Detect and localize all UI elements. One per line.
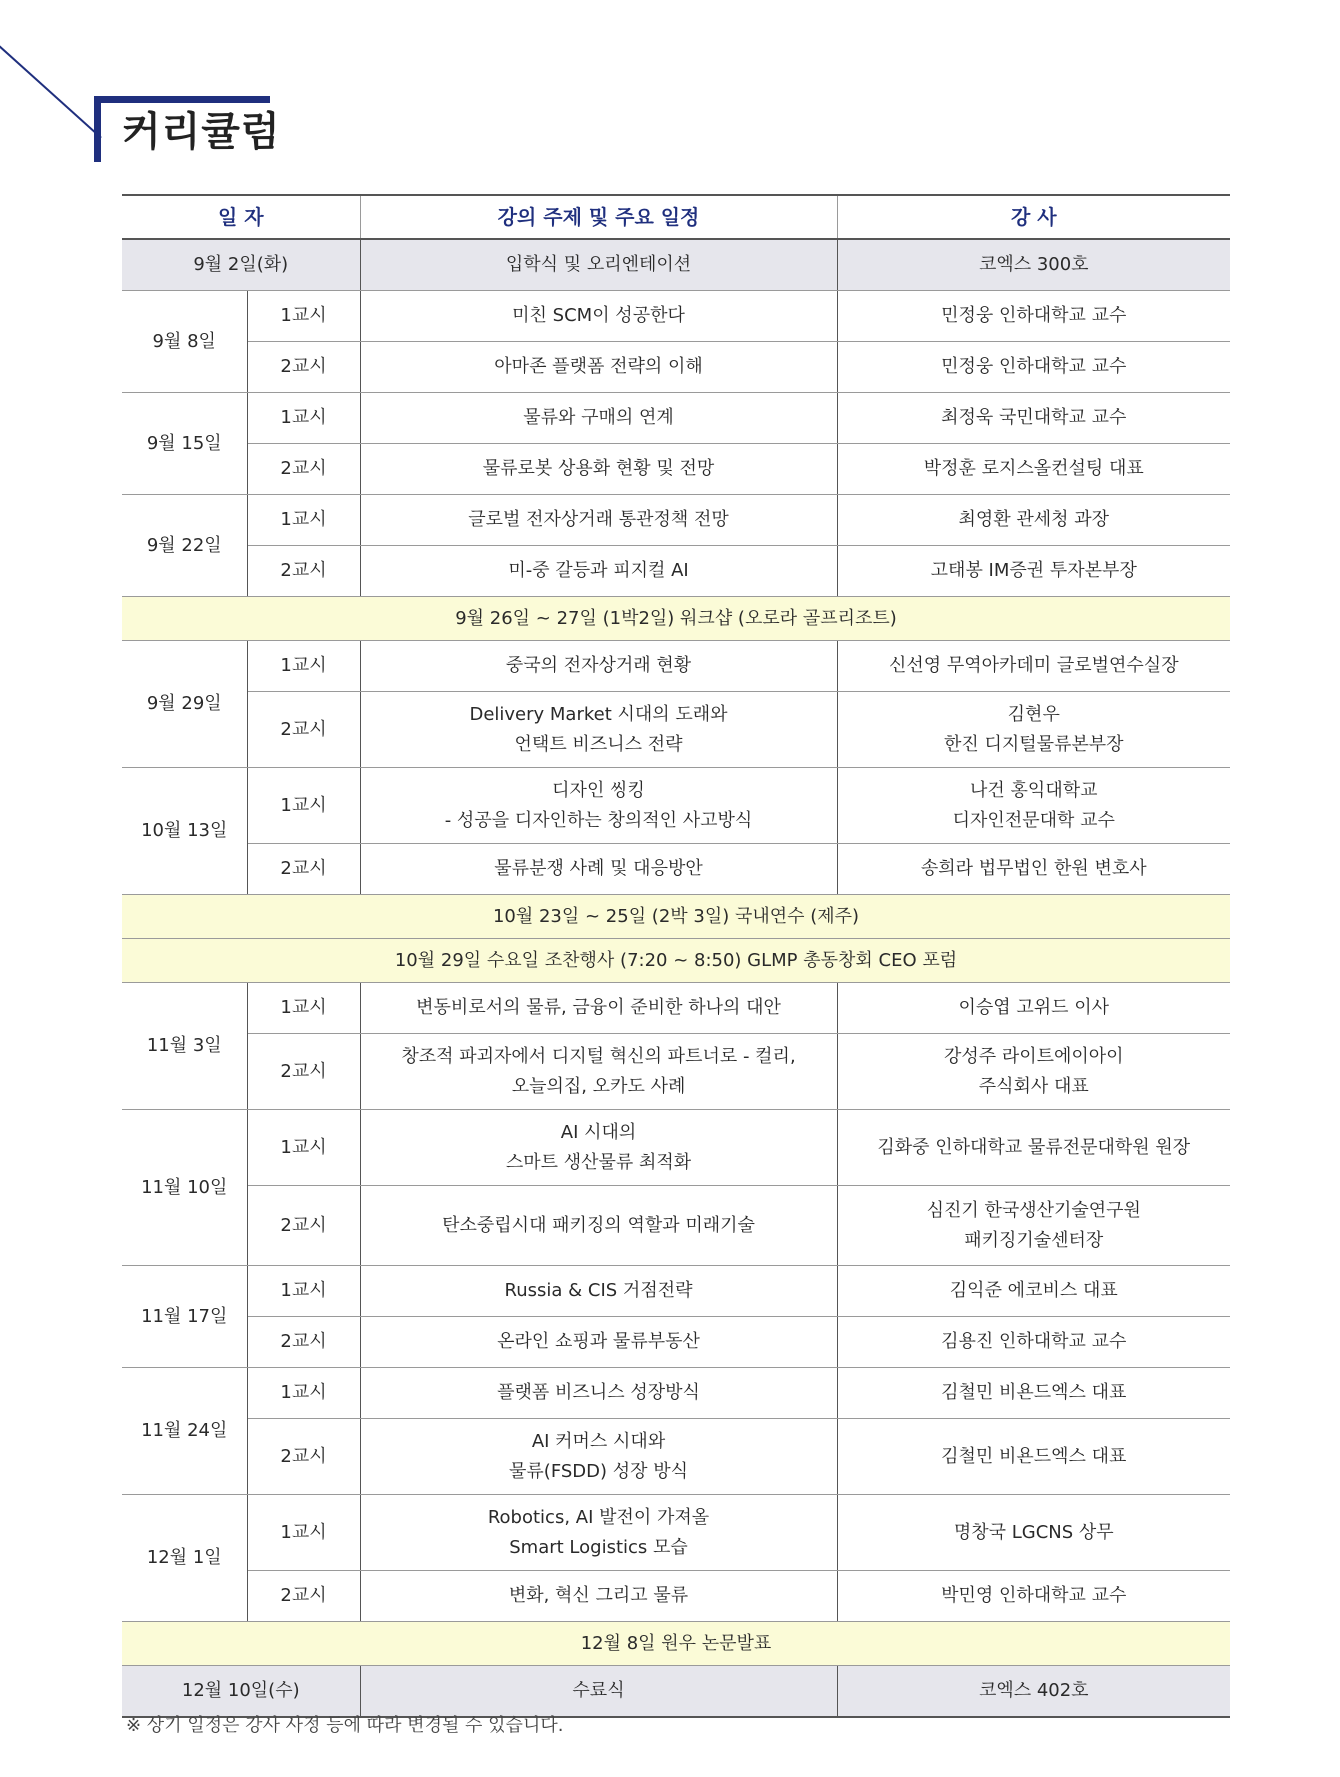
table-row bbox=[122, 768, 1230, 844]
lecturer-name: 김철민 비욘드엑스 대표 bbox=[837, 1368, 1230, 1419]
table-row bbox=[122, 844, 1230, 895]
event-row-domestic-training bbox=[122, 895, 1230, 939]
lecturer-name: 민정웅 인하대학교 교수 bbox=[837, 342, 1230, 393]
table-row bbox=[122, 641, 1230, 692]
event-text: 10월 23일 ~ 25일 (2박 3일) 국내연수 (제주) bbox=[122, 895, 1230, 939]
table-row bbox=[122, 495, 1230, 546]
period-label: 1교시 bbox=[247, 1266, 360, 1317]
period-label: 1교시 bbox=[247, 768, 360, 844]
lecturer-name: 신선영 무역아카데미 글로벌연수실장 bbox=[837, 641, 1230, 692]
period-label: 1교시 bbox=[247, 1368, 360, 1419]
table-row bbox=[122, 1419, 1230, 1495]
page-title: 커리큘럼 bbox=[122, 109, 281, 155]
period-label: 2교시 bbox=[247, 692, 360, 768]
table-row bbox=[122, 393, 1230, 444]
closing-date: 12월 10일(수) bbox=[122, 1666, 360, 1718]
lecturer-name: 송희라 법무법인 한원 변호사 bbox=[837, 844, 1230, 895]
lecturer-name: 고태봉 IM증권 투자본부장 bbox=[837, 546, 1230, 597]
header-date: 일 자 bbox=[122, 195, 360, 239]
lecture-topic: 미-중 갈등과 피지컬 AI bbox=[360, 546, 837, 597]
period-label: 2교시 bbox=[247, 844, 360, 895]
event-row-thesis bbox=[122, 1622, 1230, 1666]
period-label: 1교시 bbox=[247, 291, 360, 342]
period-label: 2교시 bbox=[247, 1419, 360, 1495]
table-row bbox=[122, 1571, 1230, 1622]
lecturer-name: 김화중 인하대학교 물류전문대학원 원장 bbox=[837, 1110, 1230, 1186]
period-label: 2교시 bbox=[247, 1186, 360, 1266]
lecturer-name: 민정웅 인하대학교 교수 bbox=[837, 291, 1230, 342]
table-row bbox=[122, 1266, 1230, 1317]
lecturer-name: 김현우 한진 디지털물류본부장 bbox=[837, 692, 1230, 768]
table-row bbox=[122, 692, 1230, 768]
event-text: 9월 26일 ~ 27일 (1박2일) 워크샵 (오로라 골프리조트) bbox=[122, 597, 1230, 641]
lecture-topic: 창조적 파괴자에서 디지털 혁신의 파트너로 - 컬리, 오늘의집, 오카도 사례 bbox=[360, 1034, 837, 1110]
event-row-ceo-forum bbox=[122, 939, 1230, 983]
lecture-topic: AI 커머스 시대와 물류(FSDD) 성장 방식 bbox=[360, 1419, 837, 1495]
lecturer-name: 최영환 관세청 과장 bbox=[837, 495, 1230, 546]
table-row bbox=[122, 1495, 1230, 1571]
curriculum-table bbox=[122, 194, 1230, 1718]
decorative-diagonal-line bbox=[0, 40, 102, 139]
lecturer-name: 김용진 인하대학교 교수 bbox=[837, 1317, 1230, 1368]
period-label: 2교시 bbox=[247, 444, 360, 495]
session-date: 11월 10일 bbox=[122, 1110, 247, 1266]
lecturer-name: 최정욱 국민대학교 교수 bbox=[837, 393, 1230, 444]
period-label: 2교시 bbox=[247, 1034, 360, 1110]
table-row bbox=[122, 1186, 1230, 1266]
lecturer-name: 김철민 비욘드엑스 대표 bbox=[837, 1419, 1230, 1495]
lecturer-name: 강성주 라이트에이아이 주식회사 대표 bbox=[837, 1034, 1230, 1110]
session-date: 11월 24일 bbox=[122, 1368, 247, 1495]
session-date: 9월 8일 bbox=[122, 291, 247, 393]
table-row bbox=[122, 1110, 1230, 1186]
lecture-topic: 디자인 씽킹 - 성공을 디자인하는 창의적인 사고방식 bbox=[360, 768, 837, 844]
period-label: 2교시 bbox=[247, 1317, 360, 1368]
lecture-topic: 온라인 쇼핑과 물류부동산 bbox=[360, 1317, 837, 1368]
session-date: 9월 29일 bbox=[122, 641, 247, 768]
opening-date: 9월 2일(화) bbox=[122, 239, 360, 291]
period-label: 1교시 bbox=[247, 641, 360, 692]
period-label: 1교시 bbox=[247, 983, 360, 1034]
lecture-topic: 탄소중립시대 패키징의 역할과 미래기술 bbox=[360, 1186, 837, 1266]
header-lecturer: 강 사 bbox=[837, 195, 1230, 239]
table-row bbox=[122, 546, 1230, 597]
lecture-topic: 미친 SCM이 성공한다 bbox=[360, 291, 837, 342]
lecture-topic: Russia & CIS 거점전략 bbox=[360, 1266, 837, 1317]
period-label: 1교시 bbox=[247, 1495, 360, 1571]
header-topic: 강의 주제 및 주요 일정 bbox=[360, 195, 837, 239]
lecture-topic: 글로벌 전자상거래 통관정책 전망 bbox=[360, 495, 837, 546]
session-date: 9월 22일 bbox=[122, 495, 247, 597]
session-date: 11월 3일 bbox=[122, 983, 247, 1110]
lecturer-name: 박정훈 로지스올컨설팅 대표 bbox=[837, 444, 1230, 495]
period-label: 2교시 bbox=[247, 342, 360, 393]
lecturer-name: 심진기 한국생산기술연구원 패키징기술센터장 bbox=[837, 1186, 1230, 1266]
opening-topic: 입학식 및 오리엔테이션 bbox=[360, 239, 837, 291]
opening-location: 코엑스 300호 bbox=[837, 239, 1230, 291]
table-row bbox=[122, 1317, 1230, 1368]
table-row bbox=[122, 444, 1230, 495]
lecture-topic: 변동비로서의 물류, 금융이 준비한 하나의 대안 bbox=[360, 983, 837, 1034]
lecture-topic: Delivery Market 시대의 도래와 언택트 비즈니스 전략 bbox=[360, 692, 837, 768]
closing-topic: 수료식 bbox=[360, 1666, 837, 1718]
lecture-topic: 변화, 혁신 그리고 물류 bbox=[360, 1571, 837, 1622]
table-header-row bbox=[122, 195, 1230, 239]
event-text: 12월 8일 원우 논문발표 bbox=[122, 1622, 1230, 1666]
lecturer-name: 나건 홍익대학교 디자인전문대학 교수 bbox=[837, 768, 1230, 844]
opening-row bbox=[122, 239, 1230, 291]
lecture-topic: 중국의 전자상거래 현황 bbox=[360, 641, 837, 692]
table-row bbox=[122, 983, 1230, 1034]
session-date: 11월 17일 bbox=[122, 1266, 247, 1368]
period-label: 2교시 bbox=[247, 1571, 360, 1622]
table-row bbox=[122, 342, 1230, 393]
table-row bbox=[122, 1034, 1230, 1110]
session-date: 10월 13일 bbox=[122, 768, 247, 895]
schedule-footnote: ※ 상기 일정은 강사 사정 등에 따라 변경될 수 있습니다. bbox=[126, 1715, 564, 1736]
session-date: 9월 15일 bbox=[122, 393, 247, 495]
lecture-topic: Robotics, AI 발전이 가져올 Smart Logistics 모습 bbox=[360, 1495, 837, 1571]
lecturer-name: 김익준 에코비스 대표 bbox=[837, 1266, 1230, 1317]
lecture-topic: 플랫폼 비즈니스 성장방식 bbox=[360, 1368, 837, 1419]
table-row bbox=[122, 1368, 1230, 1419]
period-label: 1교시 bbox=[247, 1110, 360, 1186]
period-label: 1교시 bbox=[247, 495, 360, 546]
lecture-topic: AI 시대의 스마트 생산물류 최적화 bbox=[360, 1110, 837, 1186]
lecture-topic: 아마존 플랫폼 전략의 이해 bbox=[360, 342, 837, 393]
session-date: 12월 1일 bbox=[122, 1495, 247, 1622]
closing-location: 코엑스 402호 bbox=[837, 1666, 1230, 1718]
lecture-topic: 물류로봇 상용화 현황 및 전망 bbox=[360, 444, 837, 495]
lecturer-name: 명창국 LGCNS 상무 bbox=[837, 1495, 1230, 1571]
event-text: 10월 29일 수요일 조찬행사 (7:20 ~ 8:50) GLMP 총동창회 CEO 포럼 bbox=[122, 939, 1230, 983]
lecturer-name: 박민영 인하대학교 교수 bbox=[837, 1571, 1230, 1622]
lecture-topic: 물류분쟁 사례 및 대응방안 bbox=[360, 844, 837, 895]
period-label: 2교시 bbox=[247, 546, 360, 597]
table-row bbox=[122, 291, 1230, 342]
period-label: 1교시 bbox=[247, 393, 360, 444]
lecture-topic: 물류와 구매의 연계 bbox=[360, 393, 837, 444]
event-row-workshop bbox=[122, 597, 1230, 641]
lecturer-name: 이승엽 고위드 이사 bbox=[837, 983, 1230, 1034]
closing-row bbox=[122, 1666, 1230, 1718]
